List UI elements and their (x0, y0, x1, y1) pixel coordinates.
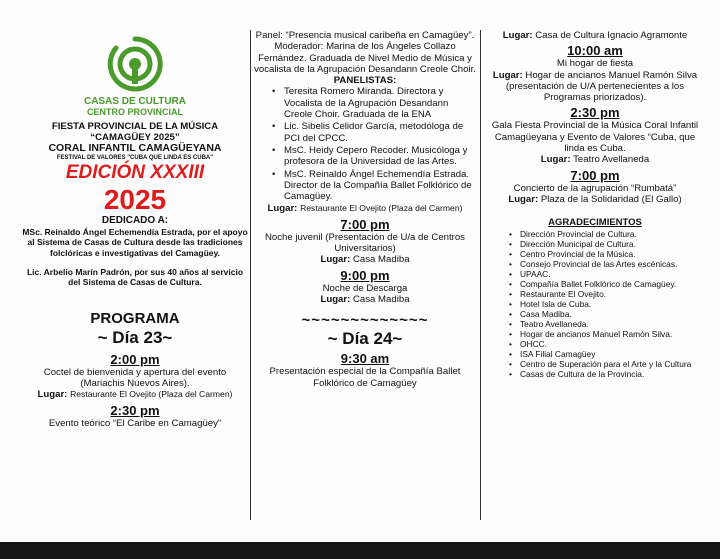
day-24-heading: ~ Día 24~ (327, 329, 403, 349)
list-item: • Consejo Provincial de las Artes escénicas. (520, 259, 692, 269)
event-description: Noche de Descarga (322, 282, 408, 294)
list-item: • OHCC. (520, 339, 692, 349)
dedicado-heading: DEDICADO A: (101, 215, 169, 227)
list-item: • Lic. Sibelis Celidor García, metodóloga de PCI del CPCC. (284, 121, 476, 144)
edition-year: 2025 (103, 184, 167, 216)
programa-heading: PROGRAMA (90, 309, 180, 327)
list-item: • MsC. Reinaldo Ángel Echemendía Estrada. Director de la Compañía Ballet Folklórico de Camagüey. (284, 169, 476, 203)
column-2 (254, 30, 476, 389)
title-line1: FIESTA PROVINCIAL DE LA MÚSICA (51, 120, 219, 132)
event-description: Gala Fiesta Provincial de la Música Coral Infantil Camagüeyana y Evento de Valores “Cuba, que linda es Cuba. (491, 120, 699, 155)
event-time: 7:00 pm (570, 167, 620, 183)
panelists-heading: PANELISTAS: (333, 75, 397, 87)
column-divider (250, 30, 251, 520)
bottom-edge-bar (0, 542, 720, 559)
event-location: Lugar: Teatro Avellaneda (540, 154, 650, 166)
edition-title: EDICIÓN XXXIII (65, 162, 205, 184)
list-item: • UPAAC. (520, 269, 692, 279)
list-item: • Casas de Cultura de la Provincia. (520, 369, 692, 379)
logo-line2: CENTRO PROVINCIAL (86, 107, 183, 118)
event-time: 9:00 pm (340, 267, 390, 283)
event-time: 10:00 am (567, 43, 623, 59)
event-time: 2:30 pm (110, 402, 160, 418)
panelists-list (254, 86, 476, 202)
list-item: • ISA Filial Camagüey (520, 349, 692, 359)
event-description: Evento teórico “El Caribe en Camagüey” (48, 417, 222, 429)
event-description: Noche juvenil (Presentación de U/a de Centros Universitarios) (265, 231, 465, 255)
event-description: Coctel de bienvenida y apertura del evento (Mariachis Nuevos Aires). (43, 366, 227, 390)
column-1 (22, 30, 248, 429)
list-item: • Hotel Isla de Cuba. (520, 299, 692, 309)
list-item: • MsC. Heidy Cepero Recoder. Musicóloga y profesora de la Universidad de las Artes. (284, 145, 476, 168)
column-3 (484, 30, 706, 379)
list-item: • Teresita Romero Miranda. Directora y Vocalista de la Agrupación Desandann Creole Choir. Graduada de la ENA (284, 86, 476, 120)
event-location: Lugar: Restaurante El Ovejito (Plaza del Carmen) (267, 203, 463, 215)
moderator-text: Moderador: Marina de los Ángeles Collazo Fernández. Graduada de Nivel Medio de Música y vocalista de la Agrupación Desandann Creole Choir. (254, 41, 476, 75)
event-time: 7:00 pm (340, 216, 390, 232)
tilde-separator: ~~~~~~~~~~~~~ (301, 312, 429, 330)
title-line3: CORAL INFANTIL CAMAGÜEYANA (48, 142, 222, 155)
event-location: Lugar: Casa de Cultura Ignacio Agramonte (502, 30, 688, 41)
logo-line1: CASAS DE CULTURA (83, 96, 187, 107)
event-time: 2:00 pm (110, 351, 160, 367)
arbelio-text: Lic. Arbelio Marín Padrón, por sus 40 años al servicio del Sistema de Casas de Cultura. (26, 266, 244, 288)
festival-line: FESTIVAL DE VALORES "CUBA QUE LINDA ES CUBA" (56, 155, 214, 162)
title-line2: “CAMAGÜEY 2025” (90, 131, 180, 143)
event-location: Lugar: Plaza de la Solidaridad (El Gallo) (508, 193, 682, 205)
event-description: Concierto de la agrupación “Rumbatá” (513, 182, 677, 194)
list-item: • Restaurante El Ovejito. (520, 289, 692, 299)
day-23-heading: ~ Día 23~ (97, 327, 173, 347)
event-description: Mi hogar de fiesta (556, 58, 634, 70)
list-item: • Dirección Municipal de Cultura. (520, 239, 692, 249)
event-location: Lugar: Restaurante El Ovejito (Plaza del Carmen) (37, 389, 233, 401)
list-item: • Centro de Superación para el Arte y la Cultura (520, 359, 692, 369)
dedicado-text: MSc. Reinaldo Ángel Echemendía Estrada, por el apoyo al Sistema de Casas de Cultura desde las tradiciones folclóricas e investigativas del Camagüey. (22, 226, 248, 258)
list-item: • Centro Provincial de la Música. (520, 249, 692, 259)
event-location: Lugar: Hogar de ancianos Manuel Ramón Silva (presentación de U/A pertenecientes a los Programas priorizados). (492, 69, 698, 104)
list-item: • Dirección Provincial de Cultura. (520, 229, 692, 239)
list-item: • Hogar de ancianos Manuel Ramón Silva. (520, 329, 692, 339)
event-location: Lugar: Casa Madiba (320, 254, 410, 266)
acknowledgements-list (484, 229, 706, 379)
event-time: 9:30 am (340, 351, 390, 367)
event-time: 2:30 pm (570, 105, 620, 121)
casas-de-cultura-logo-icon (22, 35, 248, 93)
list-item: • Casa Madiba. (520, 309, 692, 319)
acknowledgements-heading: AGRADECIMIENTOS (548, 217, 642, 229)
list-item: • Compañía Ballet Folklórico de Camagüey. (520, 279, 692, 289)
event-description: Presentación especial de la Compañía Ballet Folklórico de Camagüey (269, 366, 461, 389)
event-location: Lugar: Casa Madiba (320, 293, 410, 305)
panel-title: Panel: “Presencia musical caribeña en Camagüey”. (255, 30, 475, 41)
column-divider (480, 30, 481, 520)
list-item: • Teatro Avellaneda. (520, 319, 692, 329)
